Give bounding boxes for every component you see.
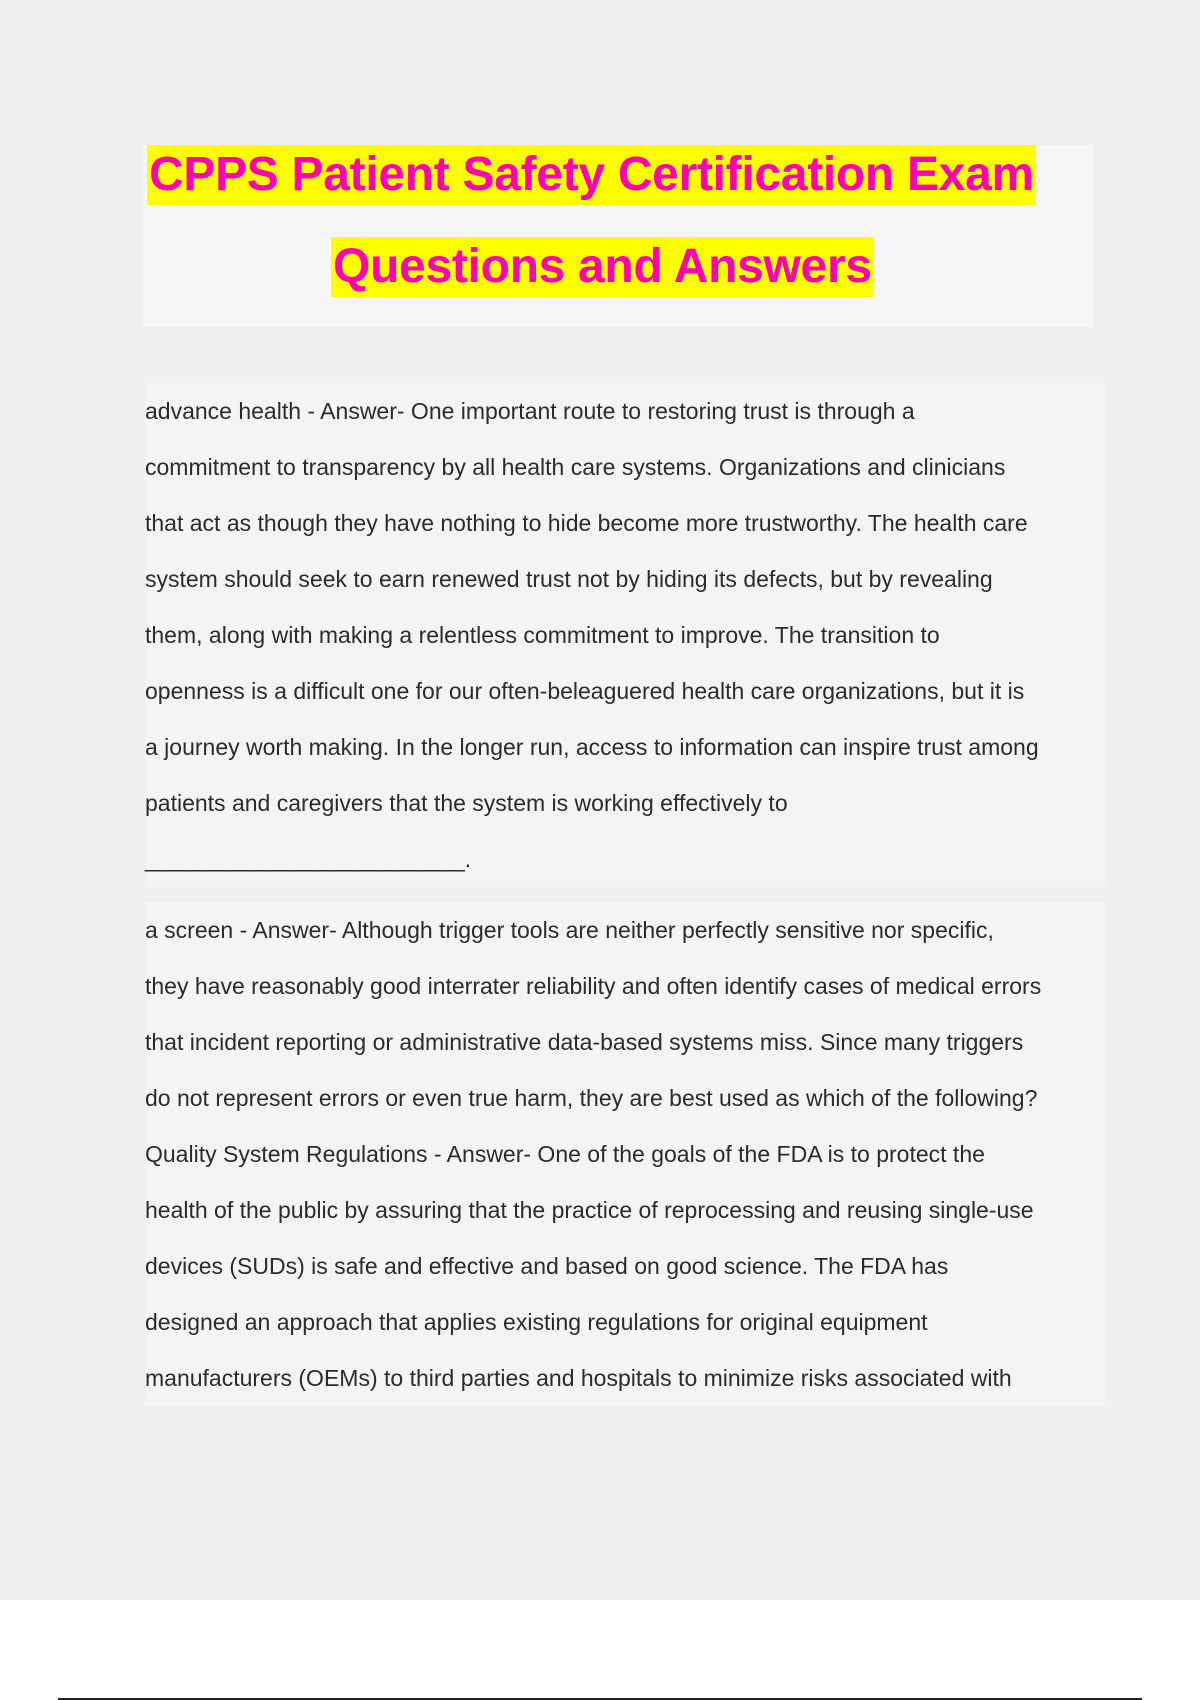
text-line: a screen - Answer- Although trigger tools are neither perfectly sensitive nor specific, [145,917,994,943]
text-line: devices (SUDs) is safe and effective and based on good science. The FDA has [145,1253,949,1279]
answer-paragraph-advance-health [145,383,1105,887]
text-line: openness is a difficult one for our often-beleaguered health care organizations, but it is [145,678,1025,704]
text-line: patients and caregivers that the system is working effectively to [145,790,788,816]
title-block [143,145,1093,327]
fill-in-blank-line: _________________________. [145,846,472,872]
answer-paragraph-screen-and-regulations [145,902,1105,1406]
text-line: do not represent errors or even true harm, they are best used as which of the following? [145,1085,1038,1111]
document-title-line-1: CPPS Patient Safety Certification Exam [147,145,1036,205]
text-line: they have reasonably good interrater reliability and often identify cases of medical errors [145,973,1042,999]
text-line: advance health - Answer- One important route to restoring trust is through a [145,398,915,424]
document-title-line-2: Questions and Answers [331,237,874,297]
text-line: them, along with making a relentless commitment to improve. The transition to [145,622,940,648]
text-line: a journey worth making. In the longer run, access to information can inspire trust among [145,734,1039,760]
text-line: designed an approach that applies existing regulations for original equipment [145,1309,928,1335]
text-line: system should seek to earn renewed trust not by hiding its defects, but by revealing [145,566,993,592]
text-line: commitment to transparency by all health care systems. Organizations and clinicians [145,454,1006,480]
text-line: manufacturers (OEMs) to third parties and hospitals to minimize risks associated with [145,1365,1012,1391]
text-line: that incident reporting or administrative data-based systems miss. Since many triggers [145,1029,1024,1055]
text-line: Quality System Regulations - Answer- One of the goals of the FDA is to protect the [145,1141,985,1167]
text-line: that act as though they have nothing to hide become more trustworthy. The health care [145,510,1028,536]
text-line: health of the public by assuring that the practice of reprocessing and reusing single-use [145,1197,1034,1223]
